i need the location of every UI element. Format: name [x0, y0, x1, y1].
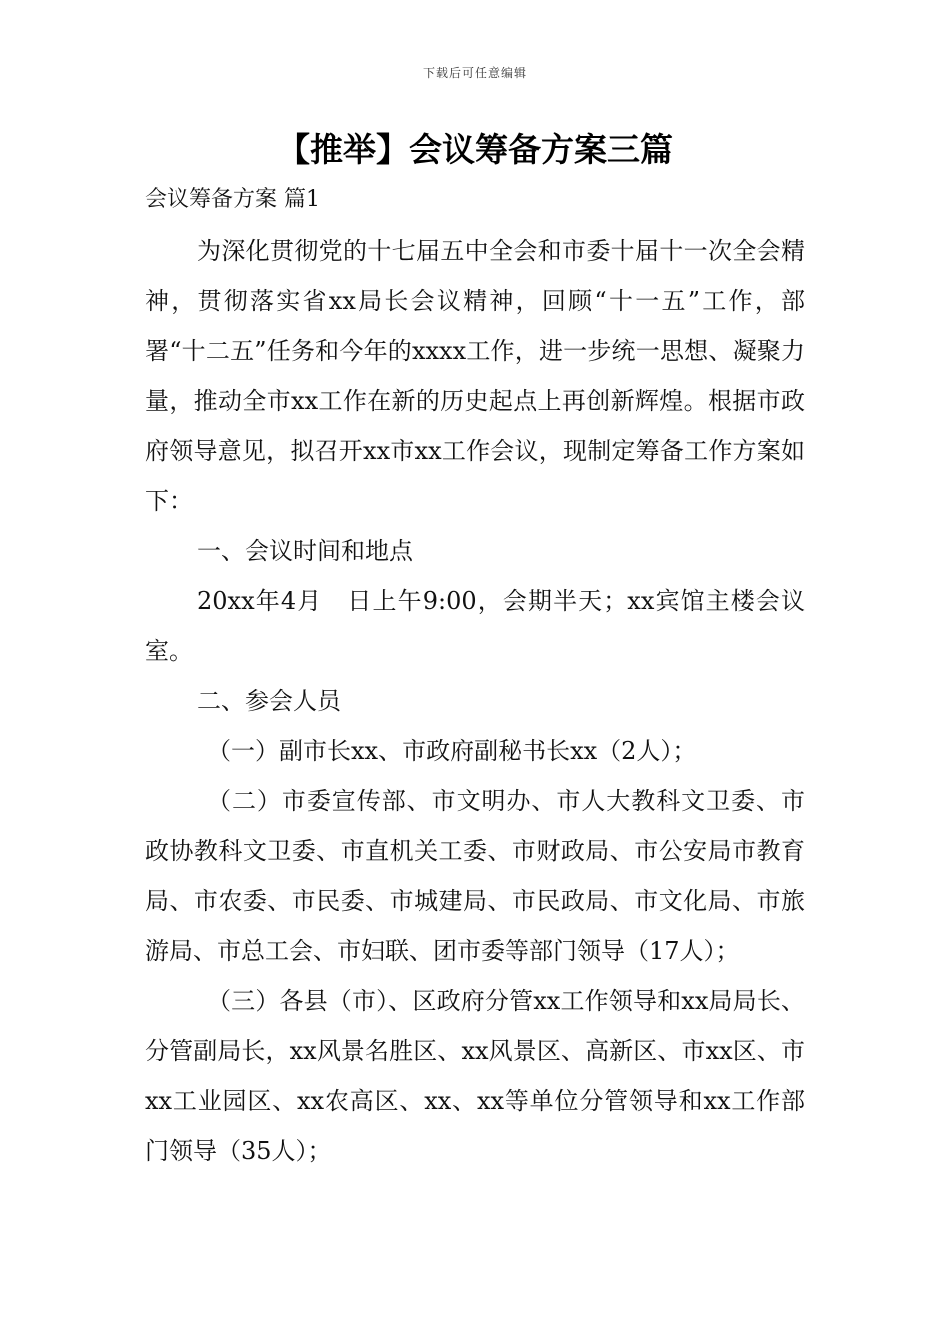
document-title: 【推举】会议筹备方案三篇: [277, 130, 673, 169]
attendees-item-2: （二）市委宣传部、市文明办、市人大教科文卫委、市政协教科文卫委、市直机关工委、市财政局、市公安局市教育局、市农委、市民委、市城建局、市民政局、市文化局、市旅游局、市总工会、市妇联、团市委等部门领导（17人）；: [145, 787, 805, 965]
intro-paragraph: 为深化贯彻党的十七届五中全会和市委十届十一次全会精神，贯彻落实省xx局长会议精神，回顾“十一五”工作，部署“十二五”任务和今年的xxxx工作，进一步统一思想、凝聚力量，推动全市xx工作在新的历史起点上再创新辉煌。根据市政府领导意见，拟召开xx市xx工作会议，现制定筹备工作方案如下：: [145, 237, 805, 515]
attendees-item-1: （一）副市长xx、市政府副秘书长xx（2人）；: [207, 737, 697, 765]
header-note: 下载后可任意编辑: [422, 66, 527, 80]
heading-time-place: 一、会议时间和地点: [197, 537, 413, 565]
attendees-item-3: （三）各县（市）、区政府分管xx工作领导和xx局局长、分管副局长，xx风景名胜区、xx风景区、高新区、市xx区、市xx工业园区、xx农高区、xx、xx等单位分管领导和xx工作部门领导（35人）；: [145, 987, 805, 1165]
section-title: 会议筹备方案 篇1: [145, 187, 320, 212]
document-body: [145, 226, 805, 1176]
heading-attendees: 二、参会人员: [197, 687, 341, 715]
time-place-paragraph: 20xx年4月 日上午9:00，会期半天；xx宾馆主楼会议室。: [145, 587, 805, 665]
